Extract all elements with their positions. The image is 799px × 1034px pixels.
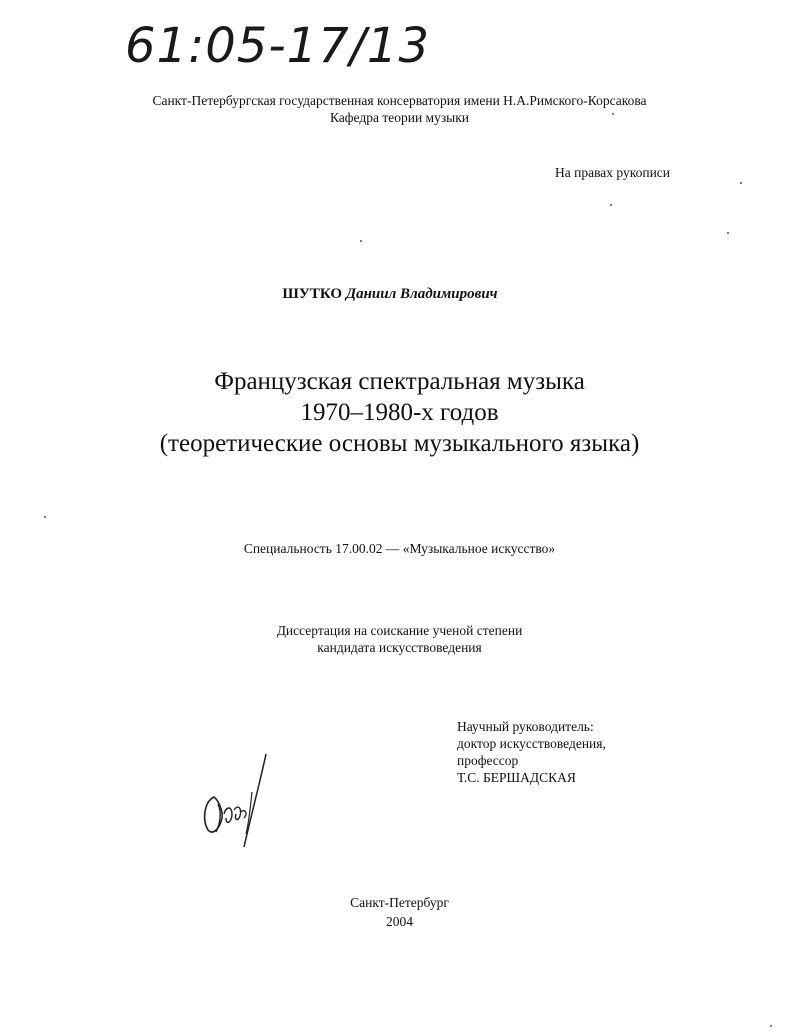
scan-speck xyxy=(610,204,612,206)
city-year-block xyxy=(0,893,799,931)
dissertation-title xyxy=(0,366,799,459)
specialty: Специальность 17.00.02 — «Музыкальное искусство» xyxy=(243,541,556,556)
author-surname: ШУТКО xyxy=(282,286,343,302)
author-given-names: Даниил Владимирович xyxy=(345,286,498,302)
institution-block xyxy=(0,92,799,126)
degree-block xyxy=(0,622,799,656)
author-name xyxy=(0,286,780,303)
city: Санкт-Петербург xyxy=(350,895,449,910)
title-line-1: Французская спектральная музыка xyxy=(214,368,585,395)
institution-name: Санкт-Петербургская государственная консерватория имени Н.А.Римского-Корсакова xyxy=(152,93,647,108)
scan-speck xyxy=(740,182,742,184)
scan-speck xyxy=(727,232,729,234)
title-line-2: 1970–1980-х годов xyxy=(300,399,499,426)
degree-line-1: Диссертация на соискание ученой степени xyxy=(276,623,523,638)
year: 2004 xyxy=(386,914,413,929)
supervisor-label: Научный руководитель: xyxy=(457,719,594,734)
scan-speck xyxy=(360,240,362,242)
supervisor-name: Т.С. БЕРШАДСКАЯ xyxy=(457,770,576,785)
supervisor-title: доктор искусствоведения, xyxy=(457,736,606,751)
department-name: Кафедра теории музыки xyxy=(329,110,470,125)
rights-notice: На правах рукописи xyxy=(555,165,671,180)
scan-speck xyxy=(770,1025,772,1027)
scan-speck xyxy=(612,113,614,115)
supervisor-block xyxy=(457,718,606,786)
supervisor-rank: профессор xyxy=(457,753,519,768)
handwritten-signature xyxy=(196,752,276,852)
scan-speck xyxy=(44,516,46,518)
title-line-3: (теоретические основы музыкального языка) xyxy=(159,430,640,457)
archive-number: 61:05-17/13 xyxy=(125,18,430,74)
degree-line-2: кандидата искусствоведения xyxy=(317,640,482,655)
